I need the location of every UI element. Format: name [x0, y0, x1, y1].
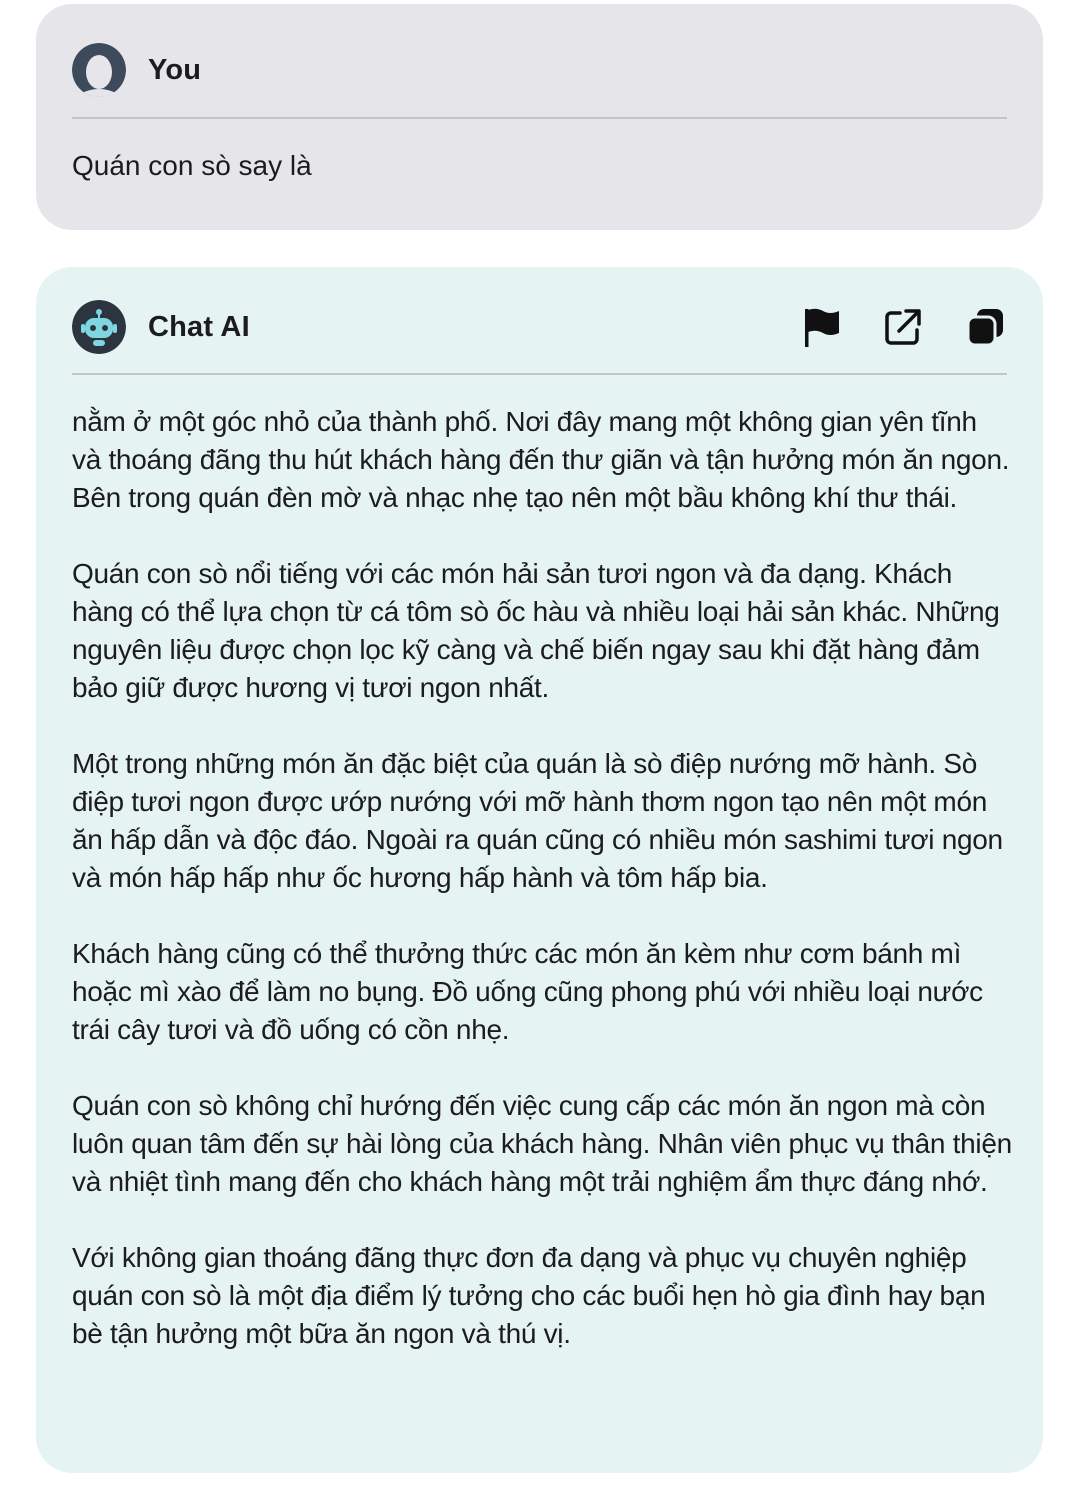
ai-message-actions	[799, 305, 1007, 349]
user-message-text: Quán con sò say là	[72, 150, 312, 181]
ai-sender-name: Chat AI	[148, 310, 250, 343]
report-button[interactable]	[799, 305, 843, 349]
response-paragraph: Với không gian thoáng đãng thực đơn đa dạng và phục vụ chuyên nghiệp quán con sò là một địa điểm lý tưởng cho các buổi hẹn hò gia đình hay bạn bè tận hưởng một bữa ăn ngon và thú vị.	[72, 1242, 986, 1349]
ai-response-body	[72, 403, 1013, 1353]
user-avatar-icon	[72, 43, 126, 97]
copy-button[interactable]	[963, 305, 1007, 349]
ai-response-header	[72, 297, 1007, 357]
response-paragraph: Quán con sò không chỉ hướng đến việc cung cấp các món ăn ngon mà còn luôn quan tâm đến sự hài lòng của khách hàng. Nhân viên phục vụ thân thiện và nhiệt tình mang đến cho khách hàng một trải nghiệm ẩm thực đáng nhớ.	[72, 1090, 1012, 1197]
share-icon	[883, 307, 923, 347]
user-message-header	[72, 40, 1007, 100]
ai-robot-avatar-icon	[72, 300, 126, 354]
ai-card-divider	[72, 373, 1007, 375]
ai-response-card	[36, 267, 1043, 1473]
flag-icon	[799, 305, 843, 349]
response-paragraph: nằm ở một góc nhỏ của thành phố. Nơi đây mang một không gian yên tĩnh và thoáng đãng thu hút khách hàng đến thư giãn và tận hưởng món ăn ngon. Bên trong quán đèn mờ và nhạc nhẹ tạo nên một bầu không khí thư thái.	[72, 406, 1010, 513]
response-paragraph: Khách hàng cũng có thể thưởng thức các món ăn kèm như cơm bánh mì hoặc mì xào để làm no bụng. Đồ uống cũng phong phú với nhiều loại nước trái cây tươi và đồ uống có cồn nhẹ.	[72, 938, 983, 1045]
response-paragraph: Quán con sò nổi tiếng với các món hải sản tươi ngon và đa dạng. Khách hàng có thể lựa chọn từ cá tôm sò ốc hàu và nhiều loại hải sản khác. Những nguyên liệu được chọn lọc kỹ càng và chế biến ngay sau khi đặt hàng đảm bảo giữ được hương vị tươi ngon nhất.	[72, 558, 1000, 703]
user-sender-name: You	[148, 53, 202, 86]
copy-icon	[964, 306, 1006, 348]
user-message-card	[36, 4, 1043, 230]
response-paragraph: Một trong những món ăn đặc biệt của quán là sò điệp nướng mỡ hành. Sò điệp tươi ngon được ướp nướng với mỡ hành thơm ngon tạo nên một món ăn hấp dẫn và độc đáo. Ngoài ra quán cũng có nhiều món sashimi tươi ngon và món hấp hấp như ốc hương hấp hành và tôm hấp bia.	[72, 748, 1003, 893]
user-card-divider	[72, 117, 1007, 119]
share-button[interactable]	[881, 305, 925, 349]
